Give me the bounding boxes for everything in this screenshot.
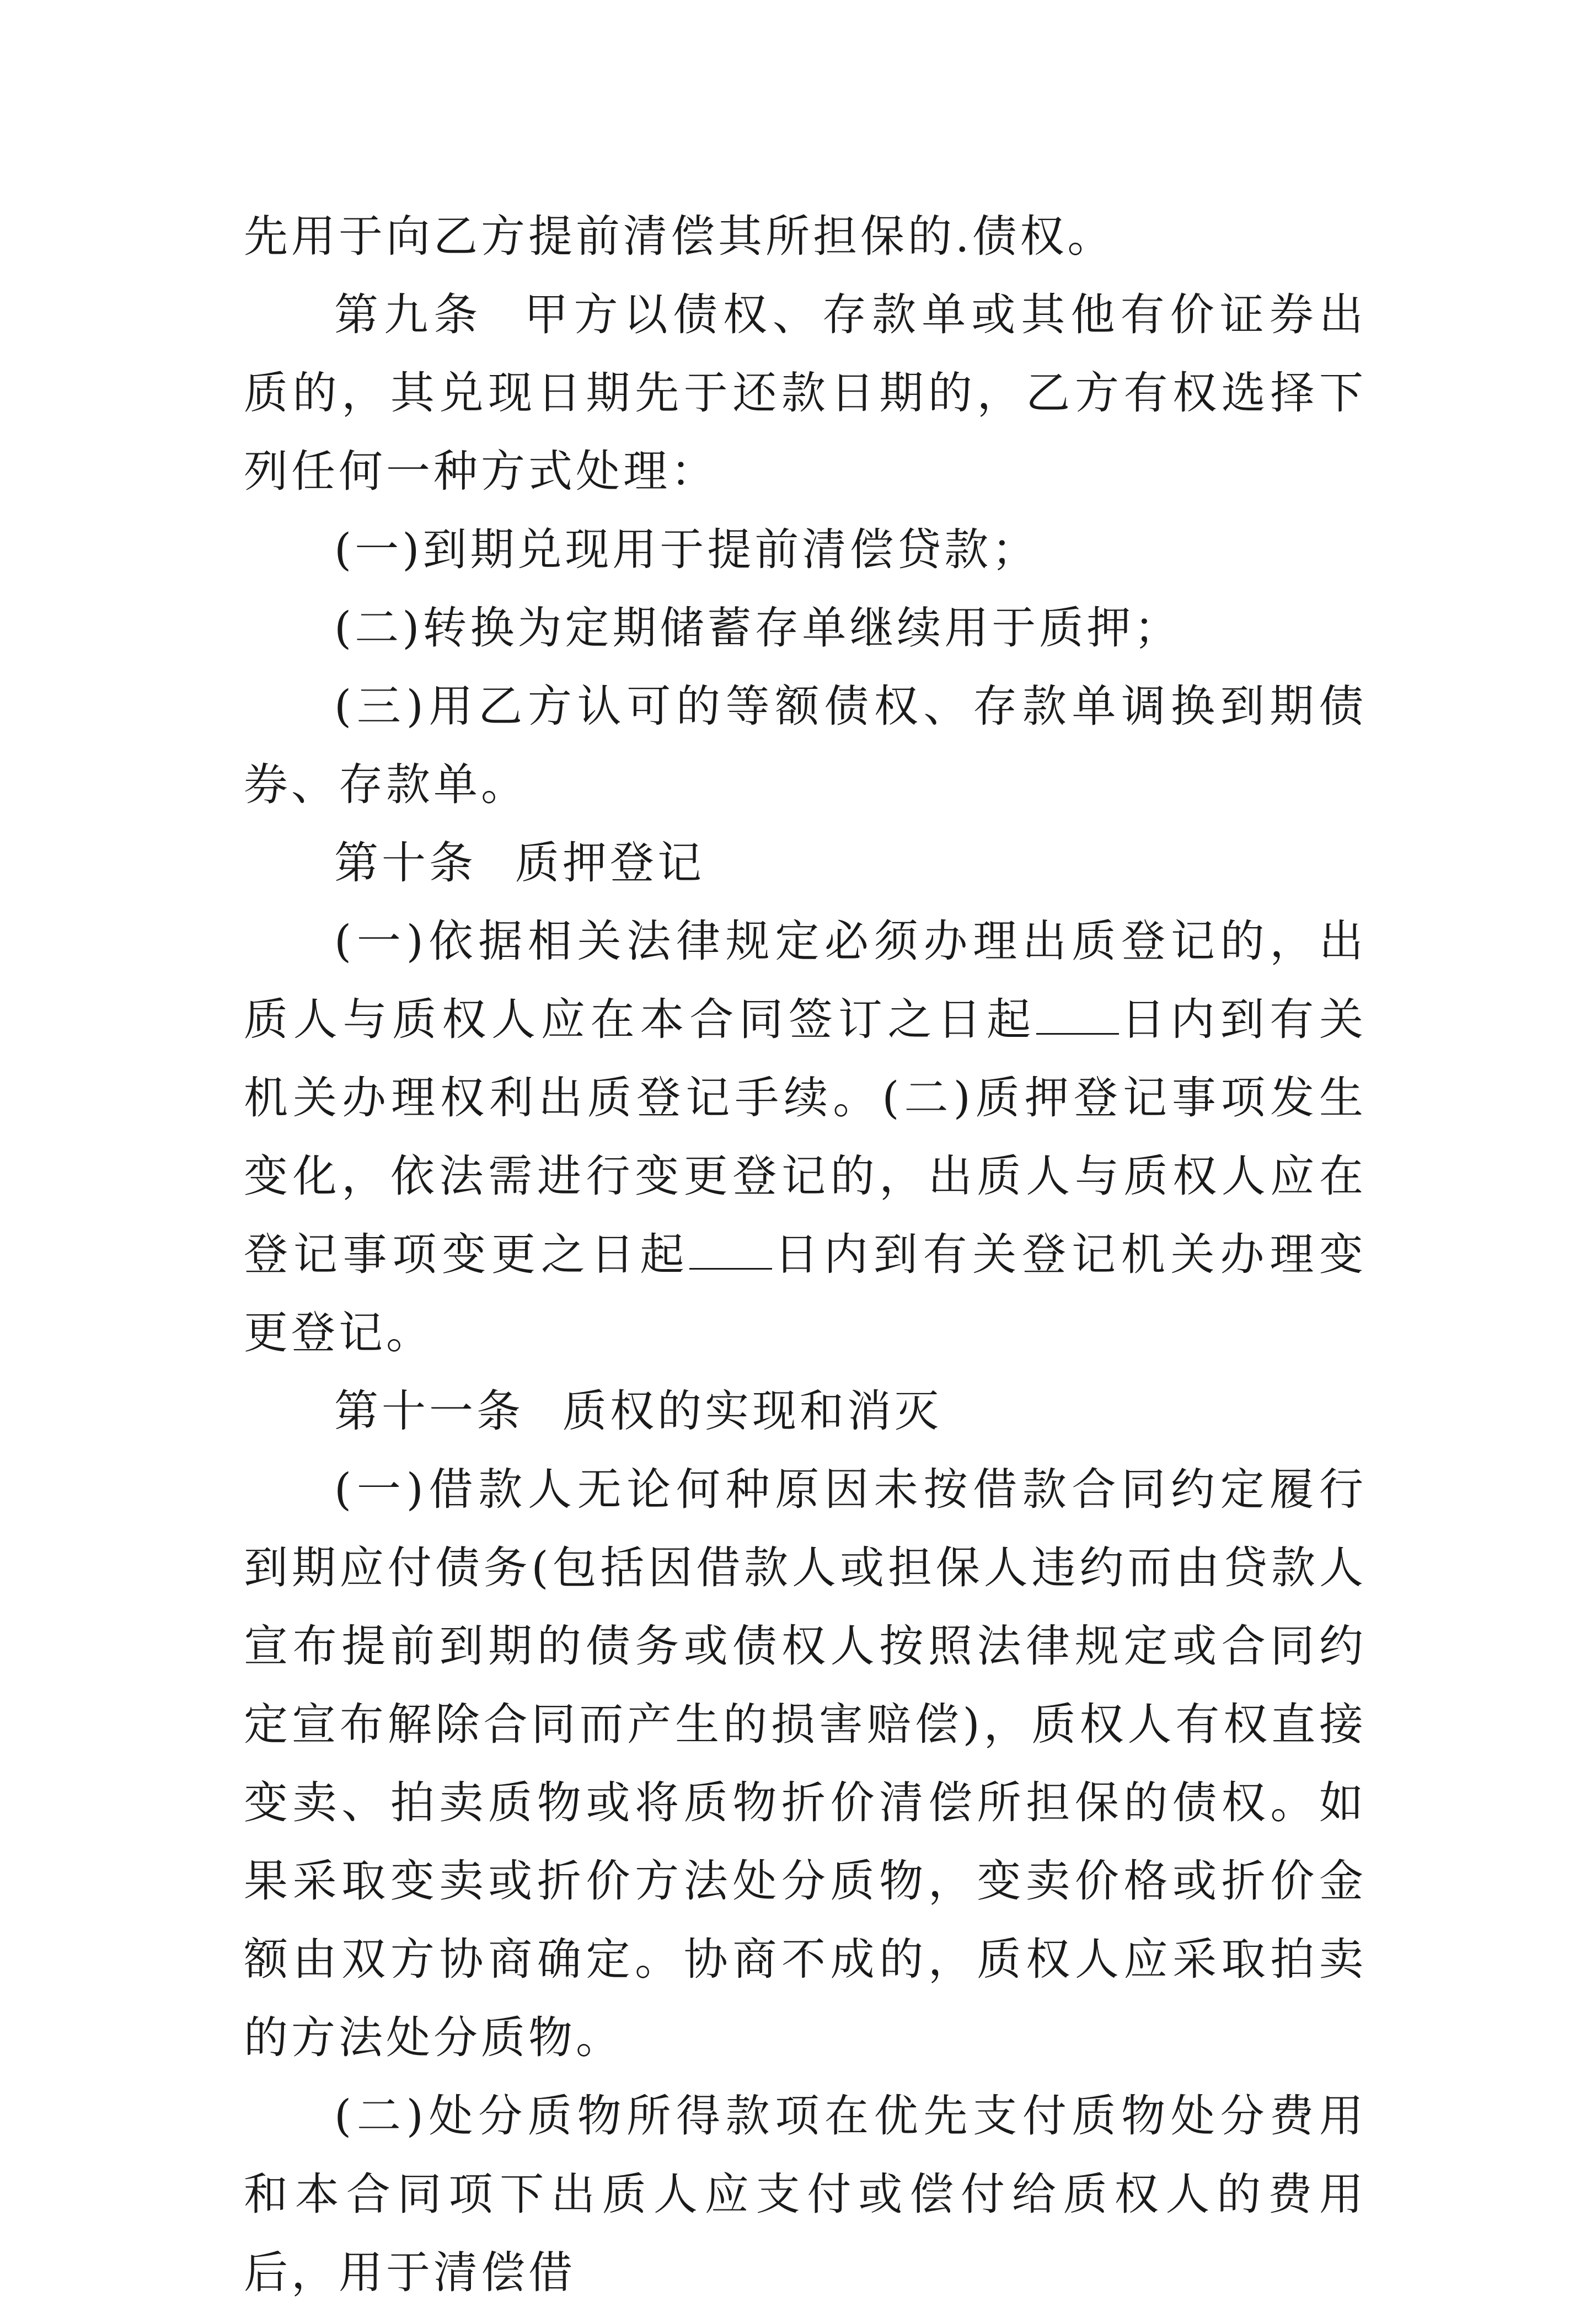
article-10-title: 质押登记: [515, 837, 705, 889]
article-9-heading: 第九条: [334, 289, 484, 340]
article-11-title: 质权的实现和消灭: [563, 1385, 942, 1437]
registration-text-c: 日内到有关登记机关办理变更登记。: [244, 1229, 1367, 1358]
paragraph-article-11: [244, 1372, 1367, 1451]
paragraph-registration: [244, 902, 1367, 1372]
paragraph-article-10: [244, 824, 1367, 902]
article-9-text: 甲方以债权、存款单或其他有价证券出质的，其兑现日期先于还款日期的，乙方有权选择下列任何一种方式处理：: [244, 289, 1367, 497]
article-11-heading: 第十一条: [334, 1385, 524, 1437]
paragraph-article-9: [244, 276, 1367, 511]
paragraph-item-1: (一)到期兑现用于提前清偿贷款；: [334, 524, 1040, 575]
paragraph-item-3: (三)用乙方认可的等额债权、存款单调换到期债券、存款单。: [244, 681, 1367, 810]
registration-text-a: (一)依据相关法律规定必须办理出质登记的，出质人与质权人应在本合同签订之日起: [244, 916, 1367, 1045]
document-body: [244, 197, 1367, 2312]
paragraph-1: 先用于向乙方提前清偿其所担保的.债权。: [244, 211, 1115, 262]
paragraph-pledge-realization-1: (一)借款人无论何种原因未按借款合同约定履行到期应付债务(包括因借款人或担保人违约而由贷款人宣布提前到期的债务或债权人按照法律规定或合同约定宣布解除合同而产生的损害赔偿)，质权人有权直接变卖、拍卖质物或将质物折价清偿所担保的债权。如果采取变卖或折价方法处分质物，变卖价格或折价金额由双方协商确定。协商不成的，质权人应采取拍卖的方法处分质物。: [244, 1464, 1367, 2063]
blank-days-field-2: [689, 1234, 772, 1270]
blank-days-field-1: [1036, 999, 1119, 1035]
registration-text-b: 日内到有关机关办理权利出质登记手续。(二)质押登记事项发生变化，依法需进行变更登记的，出质人与质权人应在登记事项变更之日起: [244, 994, 1367, 1280]
article-10-heading: 第十条: [334, 837, 476, 889]
paragraph-item-2: (二)转换为定期储蓄存单继续用于质押；: [334, 602, 1182, 654]
paragraph-pledge-realization-2: (二)处分质物所得款项在优先支付质物处分费用和本合同项下出质人应支付或偿付给质权人的费用后，用于清偿借: [244, 2090, 1367, 2298]
